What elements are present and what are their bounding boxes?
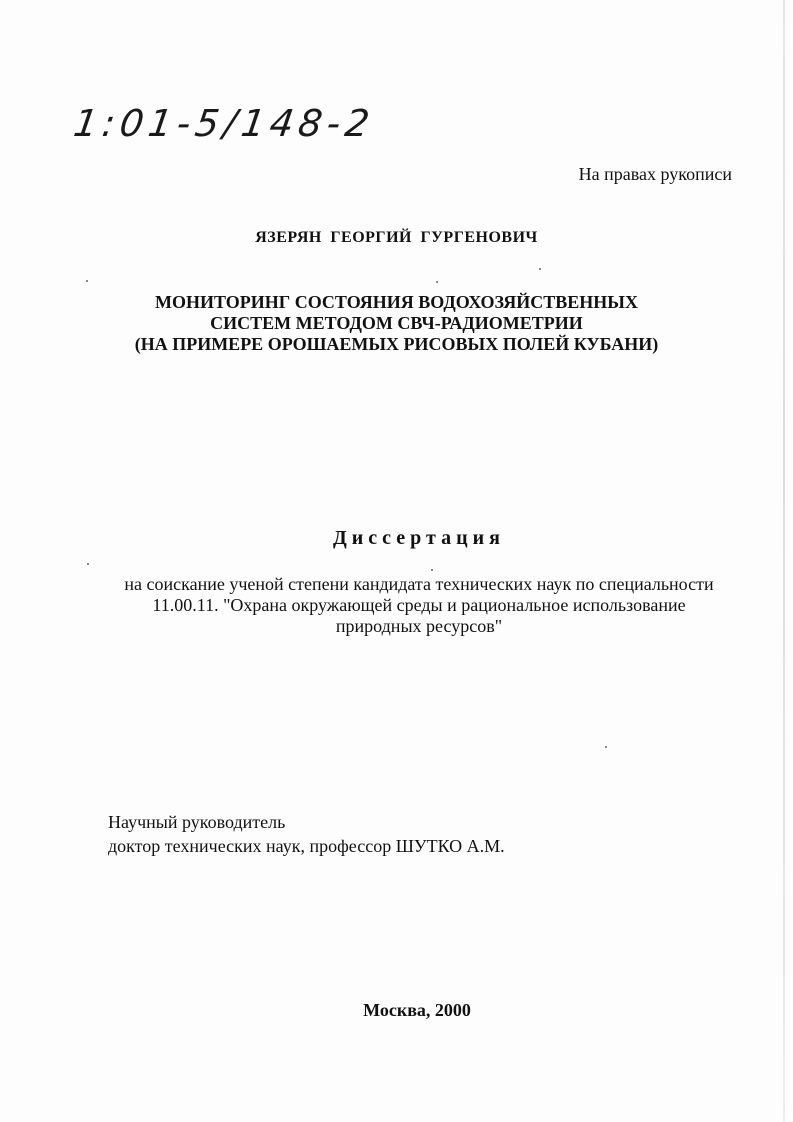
degree-description <box>0 574 793 637</box>
scan-speck <box>436 281 438 283</box>
archive-code-handwritten: 1:01-5/148-2 <box>70 102 377 145</box>
degree-line-1: на соискание ученой степени кандидата технических наук по специальности <box>124 574 714 594</box>
supervisor-label: Научный руководитель <box>108 812 286 832</box>
supervisor-name: доктор технических наук, профессор ШУТКО А.М. <box>108 836 505 856</box>
scan-speck <box>86 280 88 282</box>
thesis-title-line-2: СИСТЕМ МЕТОДОМ СВЧ-РАДИОМЕТРИИ <box>210 313 583 333</box>
thesis-title <box>0 292 793 355</box>
scan-speck <box>431 569 433 571</box>
rights-note: На правах рукописи <box>578 164 732 184</box>
degree-line-2: 11.00.11. "Охрана окружающей среды и рациональное использование <box>152 595 686 615</box>
scan-speck <box>539 268 541 270</box>
city-year: Москва, 2000 <box>363 1000 471 1020</box>
degree-line-3: природных ресурсов" <box>335 616 503 636</box>
thesis-title-line-1: МОНИТОРИНГ СОСТОЯНИЯ ВОДОХОЗЯЙСТВЕННЫХ <box>155 292 638 312</box>
thesis-title-line-3: (НА ПРИМЕРЕ ОРОШАЕМЫХ РИСОВЫХ ПОЛЕЙ КУБАНИ) <box>134 334 659 354</box>
supervisor-block <box>108 810 505 858</box>
document-type: Диссертация <box>333 527 505 549</box>
scan-speck <box>605 746 607 748</box>
page-edge-shadow <box>783 0 785 1122</box>
author-name: ЯЗЕРЯН ГЕОРГИЙ ГУРГЕНОВИЧ <box>255 229 538 246</box>
scan-speck <box>87 563 89 565</box>
